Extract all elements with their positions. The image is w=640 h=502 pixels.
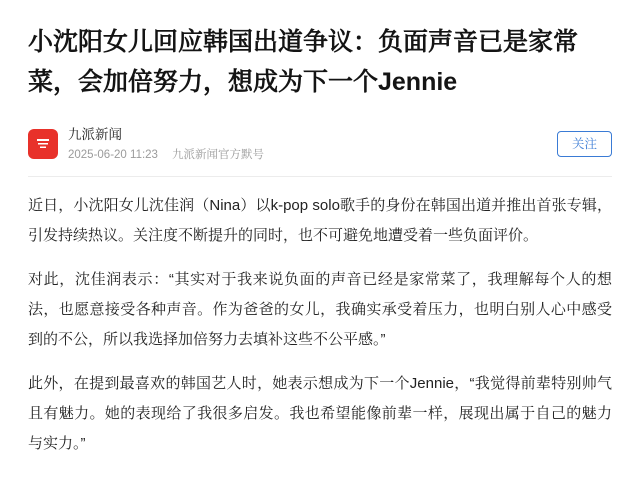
publish-date: 2025-06-20 11:23 [68,148,158,161]
account-tag: 九派新闻官方默号 [171,148,264,161]
source-name[interactable]: 九派新闻 [68,126,122,142]
news-logo-icon [28,129,58,159]
page-title: 小沈阳女儿回应韩国出道争议：负面声音已是家常菜，会加倍努力，想成为下一个Jennie [28,28,579,96]
source-info [68,126,557,163]
article-paragraph: 对此，沈佳润表示：“其实对于我来说负面的声音已经是家常菜了，我理解每个人的想法，也愿意接受各种声音。作为爸爸的女儿，我确实承受着压力，也明白别人心中感受到的不公，所以我选择加倍努力去填补这些不公平感。” [28,271,612,348]
article-paragraph: 近日，小沈阳女儿沈佳润（Nina）以k-pop solo歌手的身份在韩国出道并推出首张专辑，引发持续热议。关注度不断提升的同时，也不可避免地遭受着一些负面评价。 [28,197,612,244]
follow-button[interactable]: 关注 [557,131,612,157]
article-body [28,177,612,459]
source-subline [68,147,557,163]
article-paragraph: 此外，在提到最喜欢的韩国艺人时，她表示想成为下一个Jennie，“我觉得前辈特别帅气且有魅力。她的表现给了我很多启发。我也希望能像前辈一样，展现出属于自己的魅力与实力。” [28,375,612,452]
article-meta [28,122,612,166]
